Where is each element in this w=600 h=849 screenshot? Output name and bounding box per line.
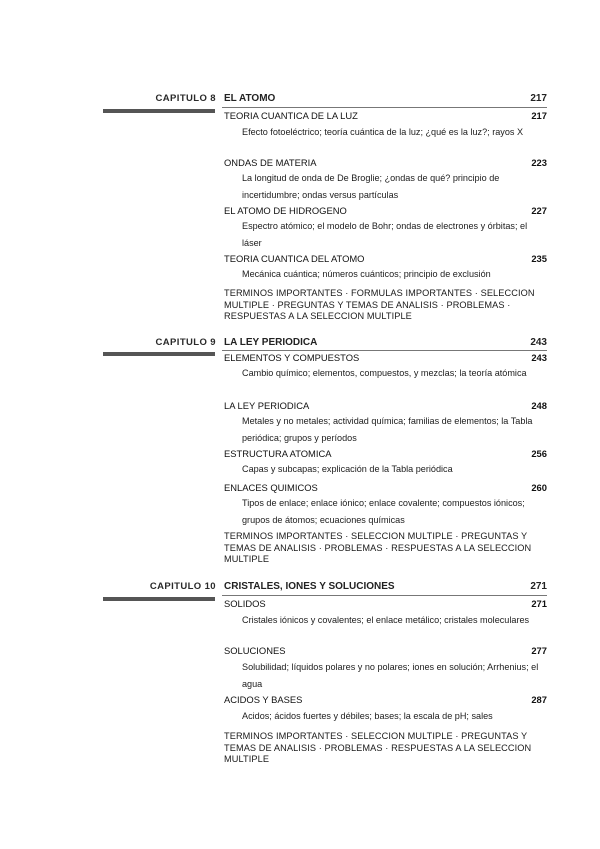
chapter-title: CRISTALES, IONES Y SOLUCIONES <box>224 581 395 592</box>
section-title: ESTRUCTURA ATOMICA <box>224 448 332 459</box>
chapter-label: CAPITULO 8 <box>155 93 216 104</box>
chapter-rule <box>222 350 547 351</box>
section-title: ELEMENTOS Y COMPUESTOS <box>224 352 360 363</box>
section-title: ONDAS DE MATERIA <box>224 157 317 168</box>
section-page: 248 <box>531 400 547 411</box>
section-description: Metales y no metales; actividad química; familias de elementos; la Tabla periódica; grupos y períodos <box>242 416 533 443</box>
chapter-bar <box>103 109 215 113</box>
section-page: 217 <box>531 110 547 121</box>
section-description: La longitud de onda de De Broglie; ¿ondas de qué? principio de incertidumbre; ondas versus partículas <box>242 173 500 200</box>
chapter-bar <box>103 597 215 601</box>
section-title: EL ATOMO DE HIDROGENO <box>224 205 347 216</box>
section-page: 271 <box>531 598 547 609</box>
chapter-label: CAPITULO 10 <box>149 581 216 592</box>
section-description: Mecánica cuántica; números cuánticos; principio de exclusión <box>242 269 491 279</box>
chapter-bar <box>103 352 215 356</box>
chapter-page: 217 <box>530 93 547 104</box>
chapter-label: CAPITULO 9 <box>155 337 216 348</box>
chapter-extras: TERMINOS IMPORTANTES · FORMULAS IMPORTANTES · SELECCION MULTIPLE · PREGUNTAS Y TEMAS DE ANALISIS · PROBLEMAS · RESPUESTAS A LA SELECCION MULTIPLE <box>224 288 535 322</box>
section-description: Cristales iónicos y covalentes; el enlace metálico; cristales moleculares <box>242 615 530 625</box>
chapter-page: 243 <box>530 337 547 348</box>
section-title: TEORIA CUANTICA DE LA LUZ <box>224 110 358 121</box>
section-description: Cambio químico; elementos, compuestos, y mezclas; la teoría atómica <box>242 368 527 378</box>
section-page: 235 <box>531 253 547 264</box>
section-description: Espectro atómico; el modelo de Bohr; ondas de electrones y órbitas; el láser <box>242 221 528 248</box>
chapter-page: 271 <box>530 581 547 592</box>
section-description: Solubilidad; líquidos polares y no polares; iones en solución; Arrhenius; el agua <box>242 662 539 689</box>
chapter-title: LA LEY PERIODICA <box>224 337 318 348</box>
section-description: Efecto fotoeléctrico; teoría cuántica de la luz; ¿qué es la luz?; rayos X <box>242 127 524 137</box>
chapter-extras: TERMINOS IMPORTANTES · SELECCION MULTIPLE · PREGUNTAS Y TEMAS DE ANALISIS · PROBLEMAS · RESPUESTAS A LA SELECCION MULTIPLE <box>224 731 532 765</box>
section-title: ACIDOS Y BASES <box>224 694 303 705</box>
section-title: SOLUCIONES <box>224 645 286 656</box>
section-page: 223 <box>531 157 547 168</box>
section-title: LA LEY PERIODICA <box>224 400 310 411</box>
section-description: Capas y subcapas; explicación de la Tabla periódica <box>242 464 453 474</box>
chapter-extras: TERMINOS IMPORTANTES · SELECCION MULTIPLE · PREGUNTAS Y TEMAS DE ANALISIS · PROBLEMAS · RESPUESTAS A LA SELECCION MULTIPLE <box>224 531 532 565</box>
section-page: 227 <box>531 205 547 216</box>
section-page: 287 <box>531 694 547 705</box>
chapter-rule <box>222 107 547 108</box>
section-page: 260 <box>531 482 547 493</box>
section-page: 256 <box>531 448 547 459</box>
section-page: 277 <box>531 645 547 656</box>
section-page: 243 <box>531 352 547 363</box>
chapter-rule <box>222 595 547 596</box>
section-title: TEORIA CUANTICA DEL ATOMO <box>224 253 365 264</box>
section-description: Acidos; ácidos fuertes y débiles; bases; la escala de pH; sales <box>242 711 493 721</box>
section-description: Tipos de enlace; enlace iónico; enlace covalente; compuestos iónicos; grupos de átomos; ecuaciones químicas <box>242 498 525 525</box>
section-title: SOLIDOS <box>224 598 266 609</box>
chapter-title: EL ATOMO <box>224 93 276 104</box>
section-title: ENLACES QUIMICOS <box>224 482 318 493</box>
